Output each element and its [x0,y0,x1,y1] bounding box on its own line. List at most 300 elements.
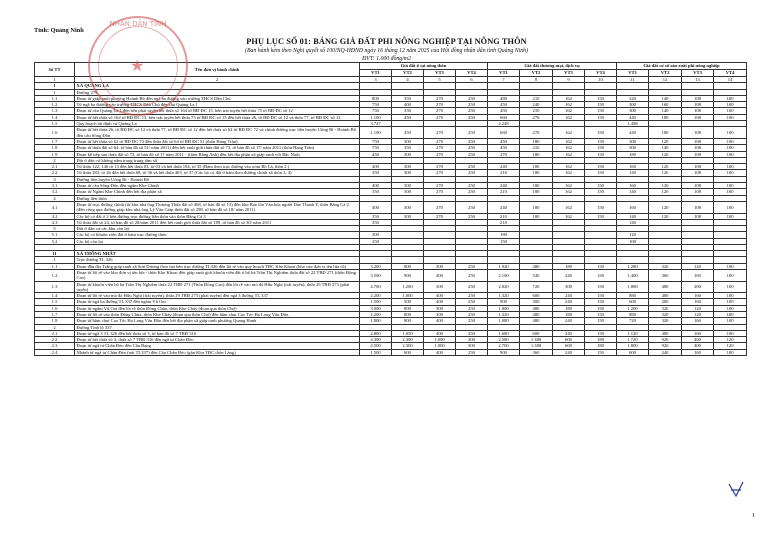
price-cell: 100 [714,318,747,324]
price-cell: 120 [682,263,714,269]
price-cell: 480 [520,305,553,311]
price-cell: 250 [456,330,488,336]
header-vt: VT3 [553,70,585,77]
price-cell: 4.300 [360,337,392,343]
row-stt: 1.7 [35,311,75,317]
price-cell: 240 [553,330,585,336]
row-name: Đường 279 [75,89,360,95]
price-cell: 9 [553,77,585,83]
price-cell: 162 [553,151,585,157]
price-cell: 100 [714,189,747,195]
row-stt: 1.4 [35,293,75,299]
price-cell: 320 [649,318,682,324]
header-name: Tên đơn vị hành chính [75,63,360,77]
price-cell: 162 [553,189,585,195]
price-cell: 800 [392,305,424,311]
price-cell: 540 [520,269,553,281]
row-stt: 1 [35,257,75,263]
row-stt: 5 [35,226,75,232]
row-stt: 2.2 [35,170,75,176]
row-name: Đoạn đầu địa Trắng giáp ranh xã Sơn Dương theo hai bên trục đường TL326 đến lối rẽ vào quy hoạch TĐC Khe Khoai (kho của đơn vị tên lửa cũ) [75,263,360,269]
row-name: Đoạn từ thửa đất số 64, tờ bản đồ số 51/ năm 2011) đến hết ranh giới thửa đất số 73, tờ bản đồ số 17/ năm 2011 (thôn Hang Trăn) [75,145,360,151]
price-cell: 600 [553,343,585,349]
price-cell: 480 [649,281,682,293]
price-cell: 4.500 [360,343,392,349]
row-name: Đoạn từ khuôn viên hộ bà Trần Thị Nghiêm thửa 22 TBĐ 271 (Thôn Đồng Cao) đến lối rẽ vào mỏ đá Hữu Nghị (trái tuyến), thửa 29 TBĐ 273 (phải tuyến) [75,281,360,293]
price-cell: 600 [617,299,649,305]
price-cell: 300 [520,299,553,305]
price-cell: 750 [360,145,392,151]
price-cell: 1.100 [360,114,392,120]
row-name: Đường liên huyện Uông Bí - Hoành Bồ [75,176,360,182]
row-name: XÃ THỐNG NHẤT [75,251,360,257]
price-cell: 270 [424,201,456,213]
header-vt: VT4 [714,70,747,77]
row-name: Các hộ có khuôn viên đất ở bám trục đường thôn [75,232,360,238]
price-cell: 270 [424,114,456,120]
price-cell: 300 [392,138,424,144]
price-cell: 250 [456,151,488,157]
price-cell: 108 [682,164,714,170]
price-cell: 2.580 [488,337,520,343]
price-cell: 162 [553,108,585,114]
price-cell: 108 [682,183,714,189]
price-cell: 160 [617,164,649,170]
price-cell: 250 [456,145,488,151]
row-stt: 1 [35,77,75,83]
row-name: Đoạn từ hầm chui Cao Tốc Hạ Long Vân Đồn đến hết địa phận xã giáp ranh phường Quang Hanh [75,318,360,324]
price-cell: 100 [714,330,747,336]
price-cell: 750 [360,138,392,144]
row-name: Từ thửa đất số 24, tờ bản đồ số 28/năm 2011 đến hết ranh giới thửa đất số 189, tờ bản đồ số 30/ năm 2011 [75,219,360,225]
price-cell: 300 [553,281,585,293]
price-cell: 250 [456,189,488,195]
price-cell: 240 [649,349,682,355]
price-cell: 250 [456,164,488,170]
price-cell: 400 [424,269,456,281]
price-cell: 100 [714,305,747,311]
price-cell: 100 [714,108,747,114]
price-cell: 4 [392,77,424,83]
price-cell: 162 [553,170,585,176]
price-cell: 140 [617,219,649,225]
row-name: Đoạn từ cầu Sông Đồn đến ngầm Khe Chinh [75,183,360,189]
row-name: Đoạn từ trục đường chính (từ khu nhà ông Thượng Thừa đất số 468, tờ bản đồ số 13) đến khu Bảo tồn Văn hóa người Dao Thanh Y, thôn Bằng Cả 2 (đến cổng qua đường giáp khu nhà ông Lý Văn Giáp thửa đất số 298, tờ bản đồ số 18/ năm 2011) [75,201,360,213]
price-cell: 2.200 [360,293,392,299]
price-cell: 600 [520,293,553,299]
price-cell: 150 [585,318,617,324]
row-name: Các hộ có đất ở 2 bên đường trục đường liên thôn vào thôn Bằng Cả 3 [75,213,360,219]
price-cell: 140 [617,213,649,219]
price-cell: 1.380 [520,343,553,349]
price-cell: 200 [649,299,682,305]
price-cell: 450 [392,114,424,120]
price-cell: 210 [488,170,520,176]
header-vt: VT4 [585,70,617,77]
price-cell: 210 [520,95,553,101]
price-cell: 162 [553,213,585,219]
price-cell: 120 [682,305,714,311]
price-cell: 270 [424,183,456,189]
price-cell: 3.500 [360,269,392,281]
price-cell: 1.320 [488,293,520,299]
price-cell: 270 [424,164,456,170]
price-cell: 162 [553,95,585,101]
row-name: Đoạn kế tiếp sau thửa đất số 73, tờ bản đồ số 17 năm 2011 - (thôn Bằng Anh) đến hết địa phận xã giáp ranh với Bắc Ninh [75,151,360,157]
price-cell: 2.248 [488,121,520,127]
price-cell: 140 [649,108,682,114]
price-cell: 600 [520,330,553,336]
price-cell: 108 [682,189,714,195]
price-cell: 800 [392,318,424,324]
price-cell: 120 [682,311,714,317]
price-cell: 600 [392,349,424,355]
row-stt: 1.4 [35,114,75,120]
row-name: Đất ở dân cư các khu còn lại [75,226,360,232]
row-name: Đoạn từ Ngầm Khe Chinh đến hết địa phận xã [75,189,360,195]
row-stt: 1.9 [35,151,75,157]
price-cell: 210 [520,145,553,151]
price-cell: 1.500 [360,349,392,355]
price-cell: 210 [488,189,520,195]
price-cell: 160 [617,201,649,213]
price-cell: 100 [714,170,747,176]
price-cell: 150 [585,201,617,213]
price-cell: 450 [488,102,520,108]
price-cell: 270 [424,170,456,176]
price-cell: 250 [456,318,488,324]
row-name: Đường liên thôn [75,195,360,201]
row-stt: 1.1 [35,95,75,101]
row-name: XÃ QUẢNG LA [75,83,360,89]
row-name: Quy hoạch tái định cư Quảng La [75,121,360,127]
price-cell: 350 [392,95,424,101]
table-row [35,127,747,139]
price-cell: 150 [585,102,617,108]
price-cell: 162 [553,201,585,213]
table-row [35,201,747,213]
price-cell: 150 [585,263,617,269]
seal-text: NHÂN DÂN TỈNH [109,20,167,28]
price-cell: 1.000 [424,343,456,349]
price-cell: 2.300 [392,343,424,349]
row-stt: 1.2 [35,269,75,281]
price-cell: 800 [392,263,424,269]
price-cell: 100 [714,299,747,305]
price-cell: 160 [682,318,714,324]
price-cell: 450 [360,151,392,157]
header-group-commercial: Giá đất thương mại, dịch vụ [488,63,617,70]
price-cell: 500 [392,299,424,305]
price-cell: 180 [520,189,553,195]
price-cell: 270 [424,145,456,151]
price-cell: 150 [585,269,617,281]
price-cell: 300 [392,201,424,213]
header-vt: VT1 [488,70,520,77]
price-cell: 1.050 [392,330,424,336]
row-name: Từ thửa 283, tờ 26 đến hết thửa 68, tờ 36 và hết thửa 403, tờ 37 (Các hộ có đất ở bám theo đường chính xã thôn 3, 4) [75,170,360,176]
row-name: 2 [75,77,360,83]
price-cell: 240 [488,201,520,213]
price-cell: 320 [649,311,682,317]
price-cell: 350 [360,213,392,219]
price-cell: 300 [617,145,649,151]
price-cell: 100 [714,281,747,293]
price-cell: 180 [649,127,682,139]
price-cell: 210 [488,213,520,219]
price-cell: 440 [617,127,649,139]
price-cell: 300 [424,311,456,317]
price-cell: 1.080 [488,318,520,324]
row-stt: 1.6 [35,305,75,311]
price-cell: 210 [488,219,520,225]
row-name: Đoạn từ lối rẽ vào kho đơn vị tên lửa - thôn Khe Khoai đến giáp ranh giới khuôn viên đất ở hộ bà Trần Thị Nghiêm thửa đất số 22 TBĐ 271 (thôn Đồng Cao) [75,269,360,281]
row-stt: I [35,83,75,89]
price-cell: 120 [649,151,682,157]
row-stt: 2 [35,157,75,163]
row-stt: 5.2 [35,238,75,244]
price-cell: 900 [488,349,520,355]
price-cell: 270 [424,213,456,219]
price-cell: 150 [585,127,617,139]
price-cell: 240 [553,318,585,324]
price-cell: 140 [617,170,649,176]
price-cell: 100 [617,238,649,244]
price-cell: 1.720 [617,337,649,343]
price-cell: 120 [649,170,682,176]
price-cell: 400 [360,164,392,170]
price-cell: 108 [682,114,714,120]
price-cell: 480 [520,311,553,317]
price-cell: 250 [456,201,488,213]
price-cell: 200 [682,281,714,293]
price-cell: 600 [553,337,585,343]
header-stt: Số TT [35,63,75,77]
price-cell: 2.300 [392,337,424,343]
price-cell: 720 [617,318,649,324]
price-cell: 108 [682,201,714,213]
row-stt: 1.3 [35,281,75,293]
row-stt: 2.4 [35,349,75,355]
price-cell: 162 [553,183,585,189]
price-cell: 120 [649,138,682,144]
row-name: Các hộ còn lại [75,238,360,244]
price-cell: 100 [714,293,747,299]
price-cell: 250 [456,263,488,269]
row-stt: 3.2 [35,189,75,195]
row-name: Đoạn từ hết thửa 26, tờ BĐ ĐC số 12 và thửa 77, tờ BĐ ĐC số 12 đến hết thửa số 62 tờ BĐ ĐC 72 và chỉnh đường trục liên huyện Uông Bí - Hoành Bồ đến cầu Sông Đồn [75,127,360,139]
price-cell: 150 [585,189,617,195]
header-group-production: Giá đất cơ sở sản xuất phi nông nghiệp [617,63,747,70]
price-cell: 450 [488,138,520,144]
price-cell: 320 [649,305,682,311]
price-cell: 162 [553,138,585,144]
price-cell: 8 [520,77,553,83]
header-vt: VT2 [649,70,682,77]
price-cell: 150 [585,95,617,101]
price-cell: 180 [585,343,617,349]
price-cell: 300 [617,102,649,108]
price-cell: 100 [714,138,747,144]
price-cell: 120 [714,343,747,349]
price-cell: 1.200 [617,305,649,311]
price-cell: 250 [456,269,488,281]
price-cell: 350 [392,145,424,151]
price-cell: 7 [488,77,520,83]
price-cell: 1.320 [488,311,520,317]
page-title: PHỤ LỤC SỐ 01: BẢNG GIÁ ĐẤT PHI NÔNG NGHIỆP TẠI NÔNG THÔN [246,37,527,46]
price-cell: 1.498 [617,121,649,127]
row-stt: 3 [35,176,75,182]
price-cell: 880 [617,311,649,317]
row-stt: 1.5 [35,121,75,127]
price-cell: 300 [392,164,424,170]
price-cell: 180 [520,138,553,144]
price-cell: 400 [424,299,456,305]
price-cell: 240 [488,164,520,170]
price-cell: 162 [553,127,585,139]
price-cell: 250 [456,213,488,219]
row-stt: 1.2 [35,102,75,108]
price-cell: 270 [424,151,456,157]
price-cell: 400 [424,318,456,324]
header-vt: VT2 [392,70,424,77]
price-cell: 300 [392,151,424,157]
price-cell: 300 [617,138,649,144]
price-cell: 6 [456,77,488,83]
page-number: 1 [752,513,755,519]
price-cell: 320 [617,95,649,101]
price-cell: 500 [424,281,456,293]
price-cell: 250 [456,114,488,120]
price-cell: 150 [585,299,617,305]
price-cell: 1.000 [392,293,424,299]
price-cell: 250 [456,183,488,189]
price-cell: 180 [520,201,553,213]
price-cell: 180 [553,305,585,311]
price-cell: 300 [456,337,488,343]
price-cell: 400 [392,102,424,108]
row-name: Đoạn từ hết thửa số 164 tờ BĐ ĐC 15, bên trái tuyến hết thửa 75 tờ BĐ ĐC số 15 đến hết thửa 26, tờ BĐ ĐC số 12 và thửa 77, tờ BĐ ĐC số 12 [75,114,360,120]
row-name: Đoạn từ ngã tư Chân Đèo đến Cầu Bang [75,343,360,349]
row-name: Đất ở dân cư không nằm trong trung tâm xã [75,157,360,163]
price-cell: 360 [649,269,682,281]
price-cell: 600 [617,349,649,355]
price-cell: 660 [488,127,520,139]
price-cell: 160 [682,330,714,336]
price-cell: 100 [714,263,747,269]
row-stt: 2.3 [35,343,75,349]
row-stt: 1.6 [35,127,75,139]
row-name: Đoạn từ lối rẽ vào mỏ đá Hữu Nghị (trái tuyến), thửa 29 TBĐ 273 (phải tuyến) đến ngã 3 đường TL 337 [75,293,360,299]
row-stt: 4.1 [35,201,75,213]
row-stt: 4.3 [35,219,75,225]
unit-label: ĐVT: 1.000 đồng/m2 [362,56,411,62]
price-cell: 150 [585,305,617,311]
page-subtitle: (Ban hành kèm theo Nghị quyết số 100/NQ-HĐND ngày 16 tháng 12 năm 2025 của Hội đồng nhân dân tỉnh Quảng Ninh) [245,48,528,54]
price-cell: 108 [682,170,714,176]
price-cell: 1.800 [488,305,520,311]
price-cell: 400 [682,343,714,349]
price-cell: 100 [714,114,747,120]
price-cell: 162 [553,114,585,120]
price-cell: 150 [585,183,617,189]
price-cell: 150 [585,170,617,176]
price-cell: 1.120 [617,330,649,336]
price-cell: 400 [424,293,456,299]
table-row [35,281,747,293]
price-cell: 450 [488,108,520,114]
row-stt: 1.1 [35,263,75,269]
price-cell: 270 [424,95,456,101]
price-cell: 1.200 [392,281,424,293]
price-cell: 162 [553,164,585,170]
price-cell: 120 [617,232,649,238]
price-cell: 2.700 [488,343,520,349]
price-cell: 3.000 [360,305,392,311]
signature-mark [727,480,745,500]
header-vt: VT3 [682,70,714,77]
price-cell: 100 [714,269,747,281]
price-cell: 450 [488,145,520,151]
row-name: Đoạn từ ngã 3 TL 326 đến hết thửa số 3, tờ bản đồ số 7 TBĐ 316 [75,330,360,336]
row-name: Nhánh từ ngã tư Chân Đèo (nút TL337) đến Cầu Chân Đèo (gần Khu TĐC thôn Láng) [75,349,360,355]
row-stt: 1.8 [35,318,75,324]
price-cell: 250 [456,281,488,293]
price-cell: 108 [682,145,714,151]
price-cell: 100 [714,95,747,101]
price-cell: 162 [553,102,585,108]
row-stt: 2 [35,324,75,330]
row-name: Đoạn từ giáp ranh phường Hoành Bồ đến ngã ba đường vào trường THCS Dân Chủ [75,95,360,101]
price-cell: 350 [392,108,424,114]
price-cell: 100 [714,127,747,139]
price-cell: 900 [488,299,520,305]
price-cell: 400 [424,349,456,355]
row-name: Từ ngã ba đường vào trường THCS Dân Chủ đến cầu Quảng La 1 [75,102,360,108]
price-cell: 2.820 [488,281,520,293]
price-cell: 140 [649,95,682,101]
province-label: Tỉnh: Quảng Ninh [34,27,84,34]
price-cell: 750 [360,102,392,108]
price-cell: 250 [456,108,488,114]
row-name: Đoạn từ hết thửa số 62 tờ BĐ ĐC 72 đến thửa đất số 64 tờ BĐ ĐC 51 (thôn Hang Trăn) [75,138,360,144]
price-cell: 120 [649,201,682,213]
price-cell: 1.000 [424,337,456,343]
price-cell: 100 [714,349,747,355]
price-cell: 1.680 [488,330,520,336]
header-vt: VT4 [456,70,488,77]
price-cell: 240 [553,349,585,355]
price-cell: 1.920 [488,263,520,269]
price-cell: 750 [360,108,392,114]
row-name: Trục đường TL 326 [75,257,360,263]
price-cell: 300 [456,343,488,349]
price-cell: 480 [488,95,520,101]
price-cell: 350 [360,170,392,176]
price-table [34,62,747,356]
price-cell: 100 [714,213,747,219]
header-vt: VT1 [360,70,392,77]
price-cell: 150 [585,311,617,317]
price-cell: 100 [714,311,747,317]
price-cell: 3.747 [360,121,392,127]
price-cell: 160 [682,349,714,355]
header-group-residential: Giá đất ở tại nông thôn [360,63,488,70]
price-cell: 270 [520,127,553,139]
price-cell: 250 [456,349,488,355]
price-cell: 11 [617,77,649,83]
